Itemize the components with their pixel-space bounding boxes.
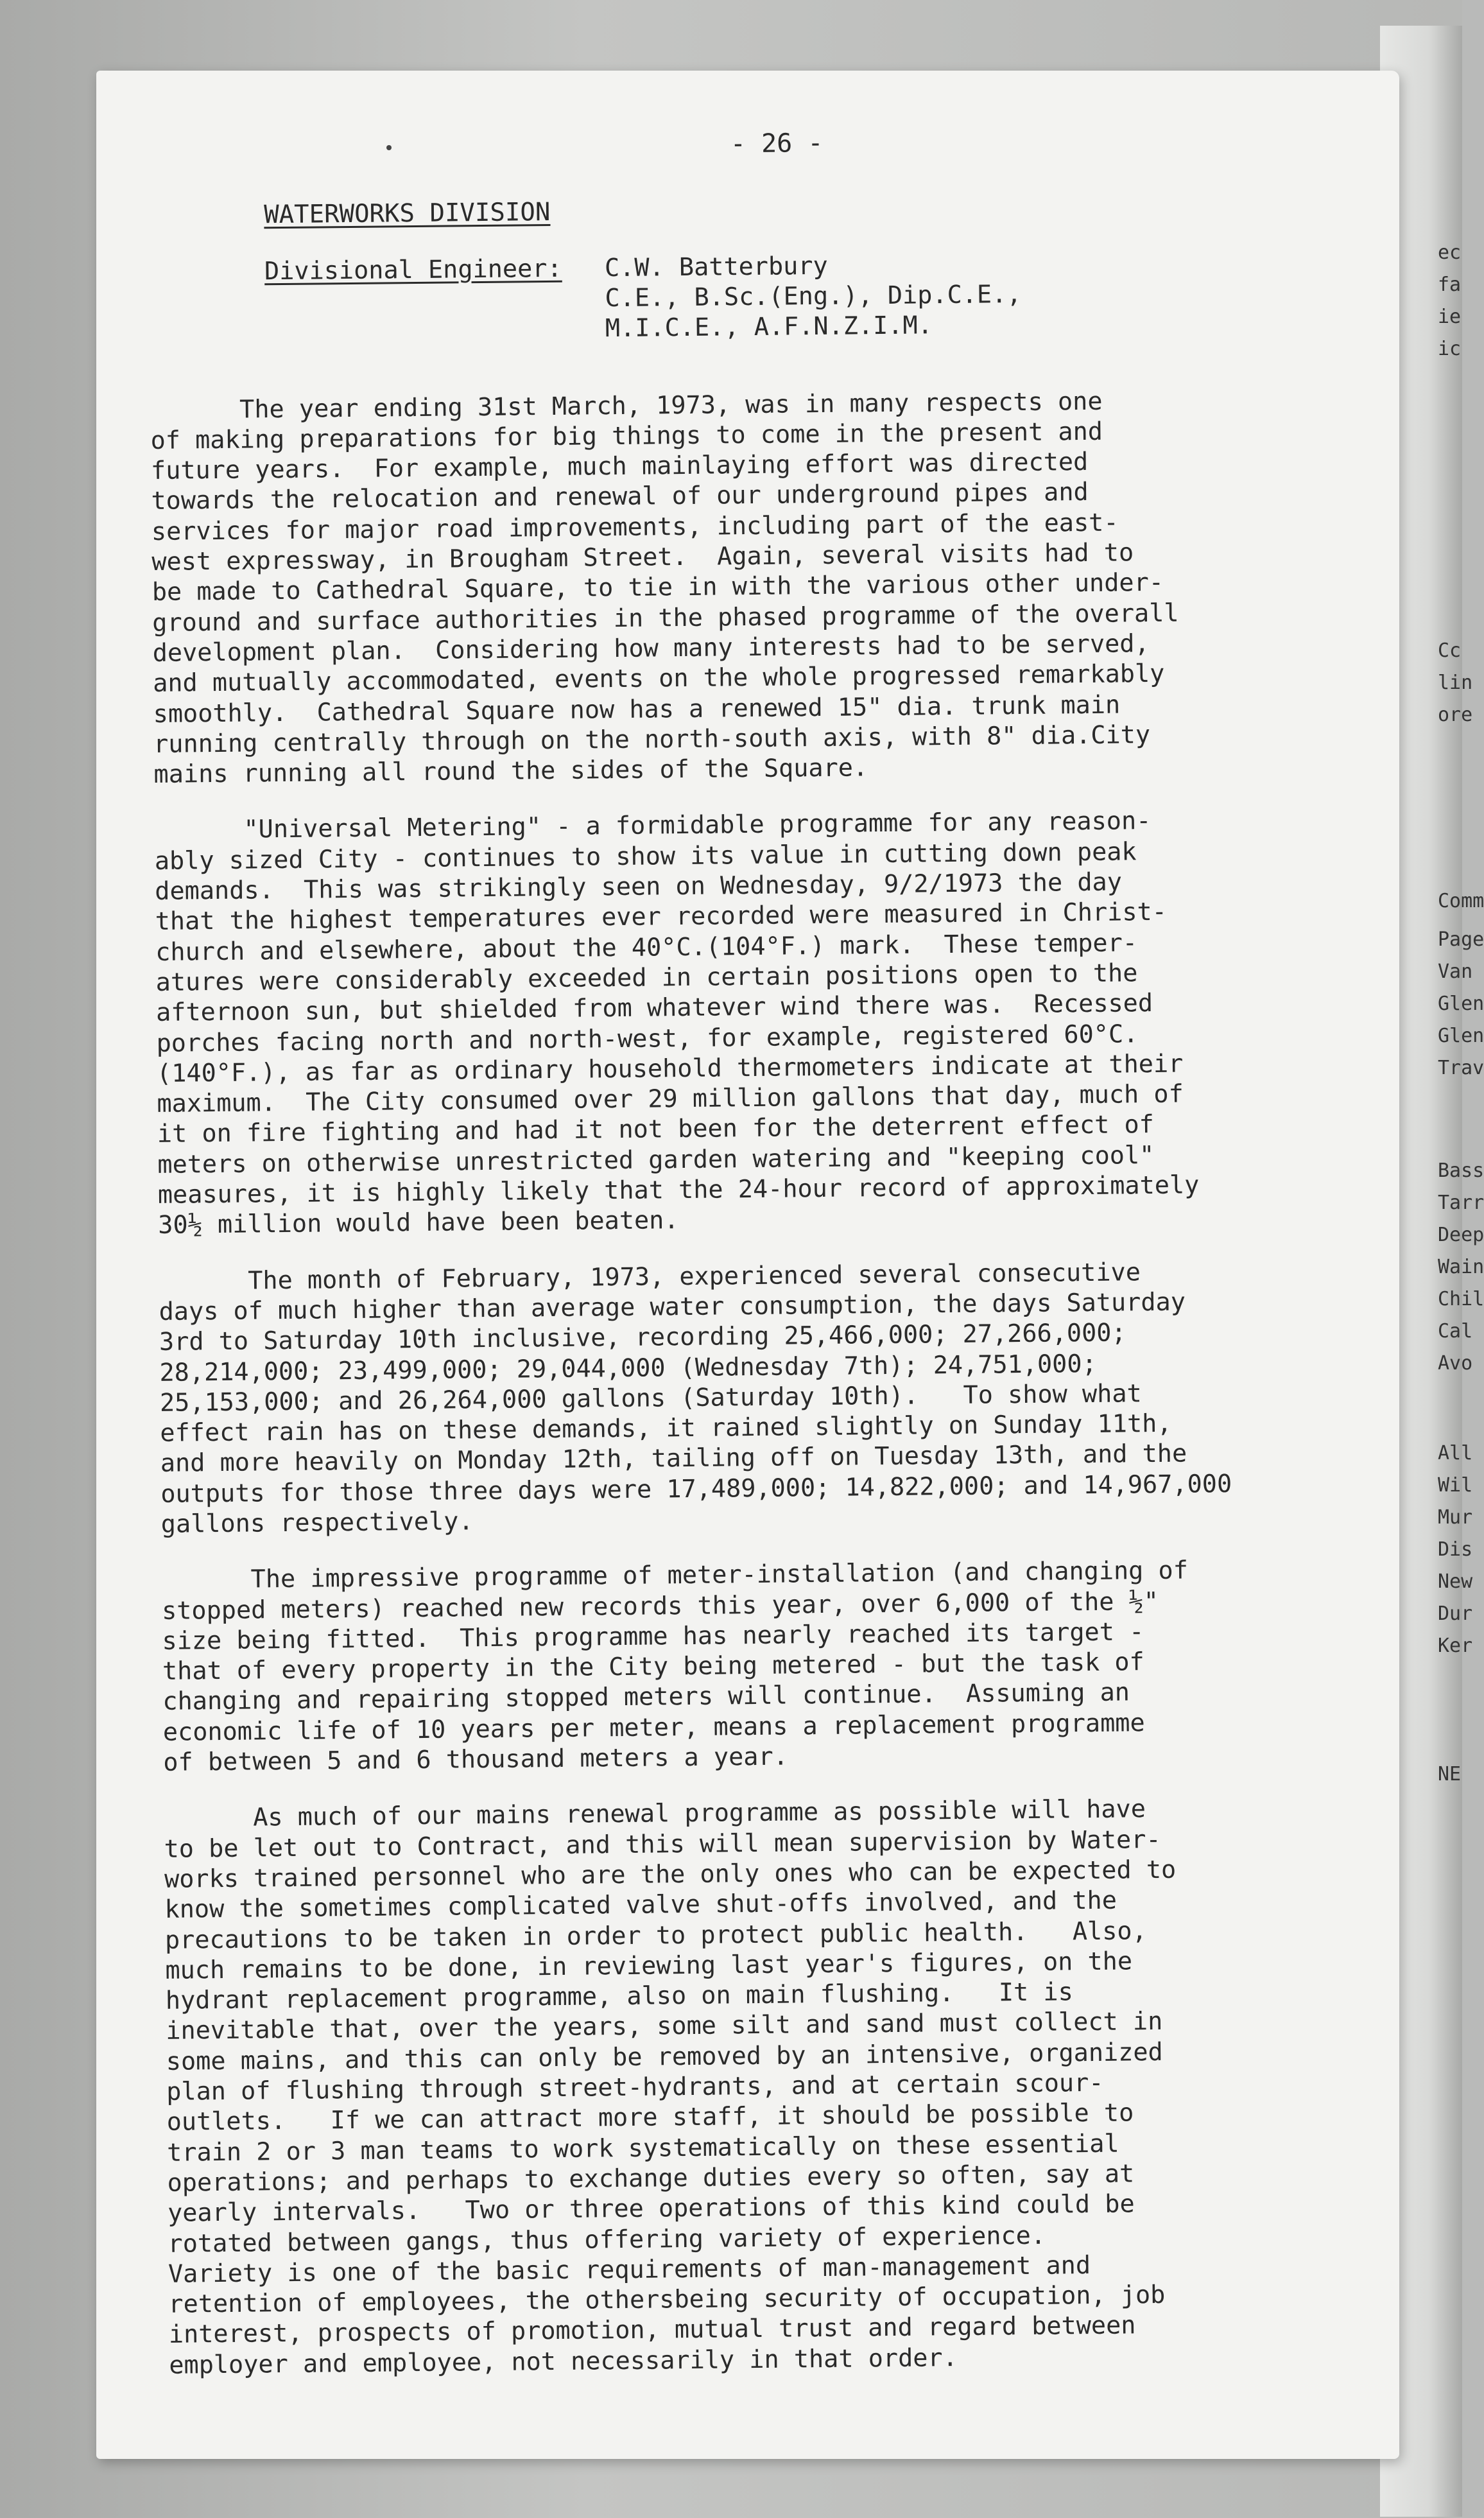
text-line: meters on otherwise unrestricted garden watering and "keeping cool" (157, 1140, 1155, 1179)
text-line: 30½ million would have been beaten. (158, 1206, 679, 1240)
text-line: of making preparations for big things to come in the present and (150, 417, 1103, 455)
text-line: (140°F.), as far as ordinary household thermometers indicate at their (156, 1049, 1184, 1088)
edge-fragment: Chil (1438, 1288, 1484, 1310)
text-line: days of much higher than average water consumption, the days Saturday (159, 1287, 1186, 1326)
text-line: The month of February, 1973, experienced several consecutive (158, 1257, 1141, 1296)
body-text (150, 383, 1428, 2381)
engineer-line: M.I.C.E., A.F.N.Z.I.M. (605, 310, 933, 343)
edge-fragment: Glen (1438, 1025, 1484, 1047)
text-line: be made to Cathedral Square, to tie in with the various other under- (151, 568, 1164, 607)
text-line: some mains, and this can only be removed by an intensive, organized (166, 2037, 1163, 2076)
text-line: outlets. If we can attract more staff, it should be possible to (166, 2098, 1134, 2137)
page-number: - 26 - (730, 128, 824, 159)
paragraph (161, 1553, 1421, 1778)
edge-fragment: Mur (1438, 1506, 1473, 1529)
text-line: church and elsewhere, about the 40°C.(104°F.) mark. These temper- (155, 928, 1138, 967)
text-line: The impressive programme of meter-installation (and changing of (161, 1556, 1189, 1595)
text-line: that of every property in the City being metered - but the task of (162, 1647, 1144, 1687)
text-line: development plan. Considering how many interests had to be served, (152, 629, 1150, 668)
text-line: to be let out to Contract, and this will mean supervision by Water- (164, 1825, 1161, 1864)
text-line: gallons respectively. (160, 1507, 474, 1539)
text-line: future years. For example, much mainlaying effort was directed (150, 447, 1089, 486)
paragraph (150, 383, 1412, 790)
text-line: atures were considerably exceeded in certain positions open to the (155, 959, 1138, 997)
edge-fragment: Tarr (1438, 1192, 1484, 1214)
text-line: of between 5 and 6 thousand meters a year. (163, 1742, 789, 1777)
edge-fragment: Dis (1438, 1538, 1473, 1561)
text-line: yearly intervals. Two or three operations of this kind could be (167, 2189, 1135, 2228)
text-line: hydrant replacement programme, also on main flushing. It is (165, 1977, 1073, 2016)
text-line: 25,153,000; and 26,264,000 gallons (Saturday 10th). To show what (159, 1379, 1142, 1418)
text-line: The year ending 31st March, 1973, was in many respects one (150, 386, 1103, 425)
text-line: works trained personnel who are the only ones who can be expected to (164, 1855, 1177, 1894)
text-line: ably sized City - continues to show its value in cutting down peak (154, 837, 1137, 876)
edge-fragment: Cal (1438, 1320, 1473, 1342)
text-line: much remains to be done, in reviewing last year's figures, on the (165, 1947, 1133, 1985)
text-line: precautions to be taken in order to protect public health. Also, (164, 1916, 1147, 1955)
edge-fragment: Glen (1438, 993, 1484, 1015)
edge-fragment: New (1438, 1570, 1473, 1593)
text-line: stopped meters) reached new records this year, over 6,000 of the ½" (161, 1586, 1159, 1626)
text-line: porches facing north and north-west, for example, registered 60°C. (156, 1019, 1139, 1058)
edge-fragment: ie (1438, 306, 1462, 328)
edge-fragment: fa (1438, 274, 1462, 296)
edge-fragment: Page (1438, 928, 1484, 951)
text-line: demands. This was strikingly seen on Wednesday, 9/2/1973 the day (155, 867, 1123, 906)
engineer-line: C.W. Batterbury (604, 251, 828, 282)
edge-fragment: Dur (1438, 1602, 1473, 1625)
text-line: As much of our mains renewal programme as possible will have (163, 1794, 1146, 1834)
paragraph (154, 804, 1416, 1241)
text-line: maximum. The City consumed over 29 million gallons that day, much of (157, 1079, 1184, 1119)
text-line: services for major road improvements, including part of the east- (151, 508, 1119, 546)
edge-fragment: ec (1438, 241, 1462, 264)
edge-fragment: ore (1438, 704, 1473, 726)
text-line: 3rd to Saturday 10th inclusive, recording 25,466,000; 27,266,000; (159, 1318, 1126, 1357)
paragraph (159, 1255, 1419, 1540)
text-line: inevitable that, over the years, some silt and sand must collect in (166, 2007, 1163, 2046)
text-line: and mutually accommodated, events on the whole progressed remarkably (152, 659, 1165, 699)
section-heading-text: WATERWORKS DIVISION (263, 198, 551, 230)
edge-fragment: Wain (1438, 1256, 1484, 1278)
edge-fragment: NE (1438, 1763, 1462, 1785)
text-line: rotated between gangs, thus offering variety of experience. (168, 2221, 1046, 2259)
text-line: outputs for those three days were 17,489,000; 14,822,000; and 14,967,000 (160, 1469, 1232, 1509)
engineer-credentials (605, 249, 1022, 343)
text-line: operations; and perhaps to exchange duties every so often, say at (167, 2159, 1135, 2198)
edge-fragment: Comm (1438, 890, 1484, 912)
page-content (148, 123, 1428, 2406)
text-line: west expressway, in Brougham Street. Again, several visits had to (151, 538, 1134, 577)
edge-fragment: All (1438, 1442, 1473, 1464)
text-line: ground and surface authorities in the phased programme of the overall (152, 598, 1179, 638)
text-line: interest, prospects of promotion, mutual trust and regard between (168, 2311, 1136, 2350)
text-line: retention of employees, the othersbeing security of occupation, job (168, 2280, 1166, 2319)
edge-fragment: Avo (1438, 1352, 1473, 1375)
edge-fragment: Wil (1438, 1474, 1473, 1497)
engineer-block (264, 245, 1408, 347)
text-line: smoothly. Cathedral Square now has a renewed 15" dia. trunk main (153, 690, 1121, 729)
text-line: changing and repairing stopped meters will continue. Assuming an (162, 1678, 1130, 1717)
edge-fragment: Bass (1438, 1159, 1484, 1182)
text-line: it on fire fighting and had it not been for the deterrent effect of (157, 1110, 1155, 1149)
text-line: train 2 or 3 man teams to work systematically on these essential (166, 2129, 1119, 2167)
section-heading (264, 189, 1406, 230)
engineer-label: Divisional Engineer: (264, 254, 562, 286)
edge-fragment: Van (1438, 960, 1473, 983)
text-line: know the sometimes complicated valve shut-offs involved, and the (164, 1886, 1117, 1925)
text-line: that the highest temperatures ever recorded were measured in Christ- (155, 898, 1168, 937)
text-line: size being fitted. This programme has nearly reached its target - (162, 1617, 1144, 1656)
text-line: Variety is one of the basic requirements of man-management and (168, 2250, 1091, 2289)
text-line: towards the relocation and renewal of our underground pipes and (151, 478, 1089, 516)
text-line: effect rain has on these demands, it rained slightly on Sunday 11th, (160, 1409, 1172, 1448)
edge-fragment: Ker (1438, 1635, 1473, 1657)
edge-fragment: Deep (1438, 1224, 1484, 1246)
edge-fragment: ic (1438, 338, 1462, 360)
text-line: economic life of 10 years per meter, means a replacement programme (162, 1708, 1145, 1747)
edge-fragment: Cc (1438, 639, 1462, 662)
text-line: plan of flushing through street-hydrants, and at certain scour- (166, 2068, 1104, 2106)
edge-fragment: Trav (1438, 1057, 1484, 1079)
text-line: employer and employee, not necessarily in that order. (169, 2343, 958, 2380)
text-line: measures, it is highly likely that the 24-hour record of approximately (157, 1170, 1200, 1210)
text-line: afternoon sun, but shielded from whatever wind there was. Recessed (155, 989, 1153, 1028)
text-line: and more heavily on Monday 12th, tailing off on Tuesday 13th, and the (160, 1439, 1187, 1479)
edge-fragment: lin (1438, 672, 1473, 694)
text-line: 28,214,000; 23,499,000; 29,044,000 (Wednesday 7th); 24,751,000; (159, 1349, 1097, 1387)
engineer-line: C.E., B.Sc.(Eng.), Dip.C.E., (605, 279, 1022, 313)
text-line: mains running all round the sides of the Square. (153, 753, 868, 790)
text-line: "Universal Metering" - a formidable programme for any reason- (154, 806, 1152, 846)
paragraph (164, 1791, 1428, 2380)
text-line: running centrally through on the north-south axis, with 8" dia.City (153, 720, 1151, 759)
